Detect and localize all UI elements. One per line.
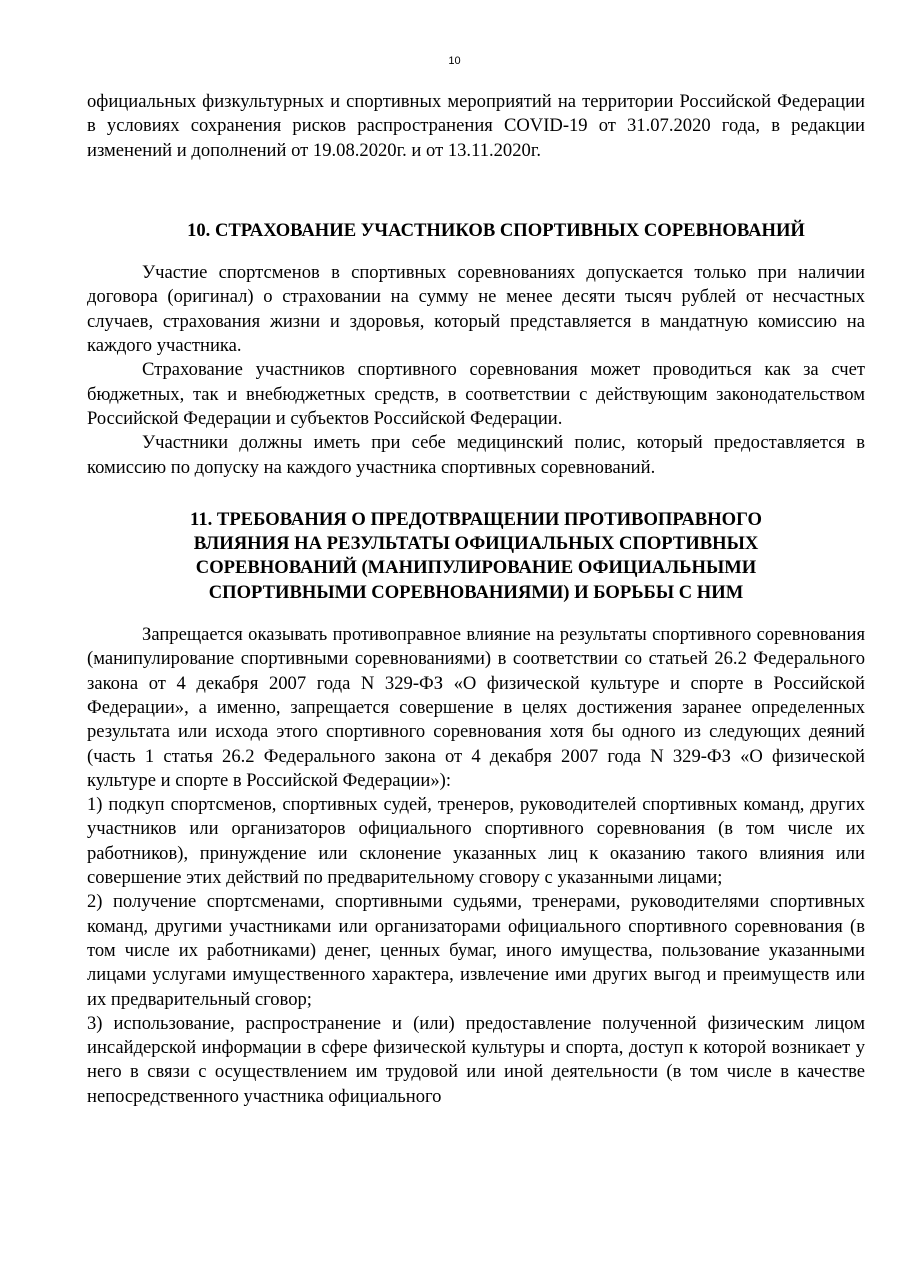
intro-paragraph: официальных физкультурных и спортивных мероприятий на территории Российской Федерации в условиях сохранения рисков распространения COVID-19 от 31.07.2020 года, в редакции изменений и дополнений от 19.08.2020г. и от 13.11.2020г. [87,91,865,161]
section-11-heading-line-3: СОРЕВНОВАНИЙ (МАНИПУЛИРОВАНИЕ ОФИЦИАЛЬНЫМИ [195,557,757,579]
section-11-item-1: 1) подкуп спортсменов, спортивных судей, тренеров, руководителей спортивных команд, других участников или организаторов официального спортивного соревнования (в том числе их работников), принуждение или склонение указанных лиц к оказанию такого влияния или совершение этих действий по предварительному сговору с указанными лицами; [87,794,865,889]
section-10-heading: 10. СТРАХОВАНИЕ УЧАСТНИКОВ СПОРТИВНЫХ СОРЕВНОВАНИЙ [187,219,805,241]
section-11-heading-line-1: 11. ТРЕБОВАНИЯ О ПРЕДОТВРАЩЕНИИ ПРОТИВОПРАВНОГО [190,508,762,530]
section-11-heading-line-4: СПОРТИВНЫМИ СОРЕВНОВАНИЯМИ) И БОРЬБЫ С НИМ [208,581,744,603]
section-11-item-3: 3) использование, распространение и (или) предоставление полученной физическим лицом инсайдерской информации в сфере физической культуры и спорта, доступ к которой возникает у него в связи с осуществлением им трудовой или иной деятельности (в том числе в качестве непосредственного участника официального [87,1012,865,1107]
section-11-paragraph: Запрещается оказывать противоправное влияние на результаты спортивного соревнования (манипулирование спортивными соревнованиями) в соответствии со статьей 26.2 Федерального закона от 4 декабря 2007 года N 329-ФЗ «О физической культуре и спорте в Российской Федерации», а именно, запрещается совершение в целях достижения заранее определенных результата или исхода этого спортивного соревнования хотя бы одного из следующих деяний (часть 1 статья 26.2 Федерального закона от 4 декабря 2007 года N 329-ФЗ «О физической культуре и спорте в Российской Федерации»): [87,624,865,791]
section-10-paragraph-3: Участники должны иметь при себе медицинский полис, который предоставляется в комиссию по допуску на каждого участника спортивных соревнований. [87,432,865,478]
page-number: 10 [448,55,461,67]
section-11-heading-line-2: ВЛИЯНИЯ НА РЕЗУЛЬТАТЫ ОФИЦИАЛЬНЫХ СПОРТИВНЫХ [193,533,759,555]
section-11-item-2: 2) получение спортсменами, спортивными судьями, тренерами, руководителями спортивных команд, другими участниками или организаторами официального спортивного соревнования (в том числе их работниками) денег, ценных бумаг, иного имущества, пользование указанными лицами услугами имущественного характера, извлечение ими других выгод и преимуществ или их предварительный сговор; [87,891,865,1010]
section-10-paragraph-2: Страхование участников спортивного соревнования может проводиться как за счет бюджетных, так и внебюджетных средств, в соответствии с действующим законодательством Российской Федерации и субъектов Российской Федерации. [87,359,865,429]
page-content [87,90,865,1109]
section-10-paragraph-1: Участие спортсменов в спортивных соревнованиях допускается только при наличии договора (оригинал) о страховании на сумму не менее десяти тысяч рублей от несчастных случаев, страхования жизни и здоровья, который представляется в мандатную комиссию на каждого участника. [87,262,865,357]
section-11-heading [87,508,865,605]
